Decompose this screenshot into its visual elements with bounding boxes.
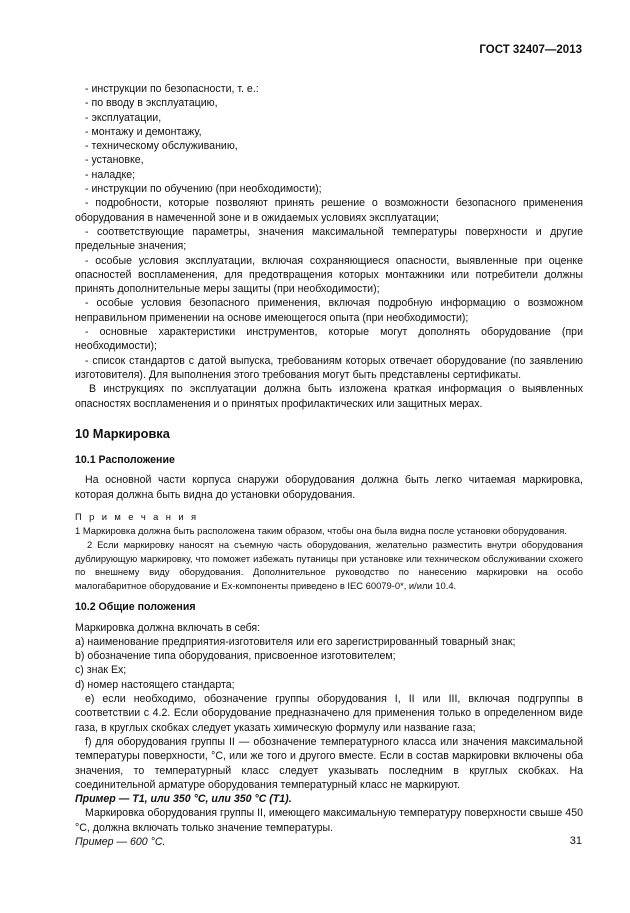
section-10-heading: 10 Маркировка — [75, 425, 170, 441]
document-header-id: ГОСТ 32407—2013 — [479, 44, 582, 56]
marking-item: e) если необходимо, обозначение группы оборудования I, II или III, включая подгруппы в соответствии с 4.2. Если оборудование предназначено для применения только в определенном виде газа, в круглых скобках следует указать химическую формулу или название газа; — [75, 693, 583, 734]
list-item: - наладке; — [85, 168, 136, 181]
marking-item: а) наименование предприятия-изготовителя или его зарегистрированный товарный знак; — [75, 635, 516, 648]
list-paragraph: - особые условия безопасного применения, включая подробную информацию о возможном неправильном применении на основе имеющегося опыта (при необходимости); — [75, 297, 583, 324]
section-10-2-text: Маркировка оборудования группы II, имеющего максимальную температуру поверхности свыше 450 °C, должна включать только значение температуры. — [75, 807, 583, 834]
page-body — [75, 82, 583, 849]
list-item: - инструкции по безопасности, т. е.: — [85, 83, 259, 95]
marking-item: d) номер настоящего стандарта; — [75, 678, 235, 691]
marking-item: f) для оборудования группы II — обозначение температурного класса или значения максимальной температуры поверхности, °C, или же того и другого вместе. Если в состав маркировки включены оба значения, то температурный класс следует указывать последним в круглых скобках. На соединительной арматуре оборудования температурный класс не маркируют. — [75, 735, 583, 791]
list-paragraph: - список стандартов с датой выпуска, требованиям которых отвечает оборудование (по заявлению изготовителя). Для выполнения этого требования могут быть представлены сертификаты. — [75, 354, 583, 381]
section-10-1-text: На основной части корпуса снаружи оборудования должна быть легко читаемая маркировка, которая должна быть видна до установки оборудования. — [75, 474, 583, 501]
list-paragraph: - особые условия эксплуатации, включая сохраняющиеся опасности, выявленные при оценке опасностей воспламенения, для предотвращения которых монтажники или потребители должны принять дополнительные меры защиты (при необходимости); — [75, 254, 583, 296]
example-2: Пример — 600 °C. — [75, 836, 166, 849]
notes-label: П р и м е ч а н и я — [75, 511, 199, 523]
list-paragraph: - основные характеристики инструментов, которые могут дополнять оборудование (при необходимости); — [75, 326, 583, 353]
section-10-1-heading: 10.1 Расположение — [75, 454, 175, 467]
list-paragraph: - соответствующие параметры, значения максимальной температуры поверхности и другие предельные значения; — [75, 225, 583, 253]
list-item: - эксплуатации, — [85, 111, 162, 124]
list-item: - установке, — [85, 154, 144, 167]
marking-item: b) обозначение типа оборудования, присвоенное изготовителем; — [75, 650, 396, 663]
list-item: - техническому обслуживанию, — [85, 140, 238, 153]
instructions-note: В инструкциях по эксплуатации должна быть изложена краткая информация о выявленных опасностях воспламенения и о принятых профилактических или защитных мерах. — [75, 383, 583, 410]
marking-item: c) знак Ex; — [75, 664, 127, 677]
list-item: - по вводу в эксплуатацию, — [85, 97, 218, 110]
section-10-2-intro: Маркировка должна включать в себя: — [75, 621, 261, 634]
list-item: - инструкции по обучению (при необходимости); — [85, 183, 322, 196]
example-1: Пример — T1, или 350 °C, или 350 °C (T1). — [75, 793, 292, 806]
note-2: 2 Если маркировку наносят на съемную часть оборудования, желательно разместить внутри оборудования дублирующую маркировку, что поможет избежать путаницы при установке или техническом обслуживании схожего по внешнему виду оборудования. Дополнительное руководство по нанесению маркировки на особо малогабаритное оборудование и Ex-компоненты приведено в IEC 60079-0*, и/или 10.4. — [75, 538, 583, 591]
list-item: - монтажу и демонтажу, — [85, 125, 202, 138]
list-paragraph: - подробности, которые позволяют принять решение о возможности безопасного применения оборудования в намеченной зоне и в ожидаемых условиях эксплуатации; — [75, 197, 583, 224]
page-number: 31 — [569, 835, 582, 847]
note-1: 1 Маркировка должна быть расположена таким образом, чтобы она была видна после установки оборудования. — [75, 525, 567, 537]
section-10-2-heading: 10.2 Общие положения — [75, 601, 196, 614]
